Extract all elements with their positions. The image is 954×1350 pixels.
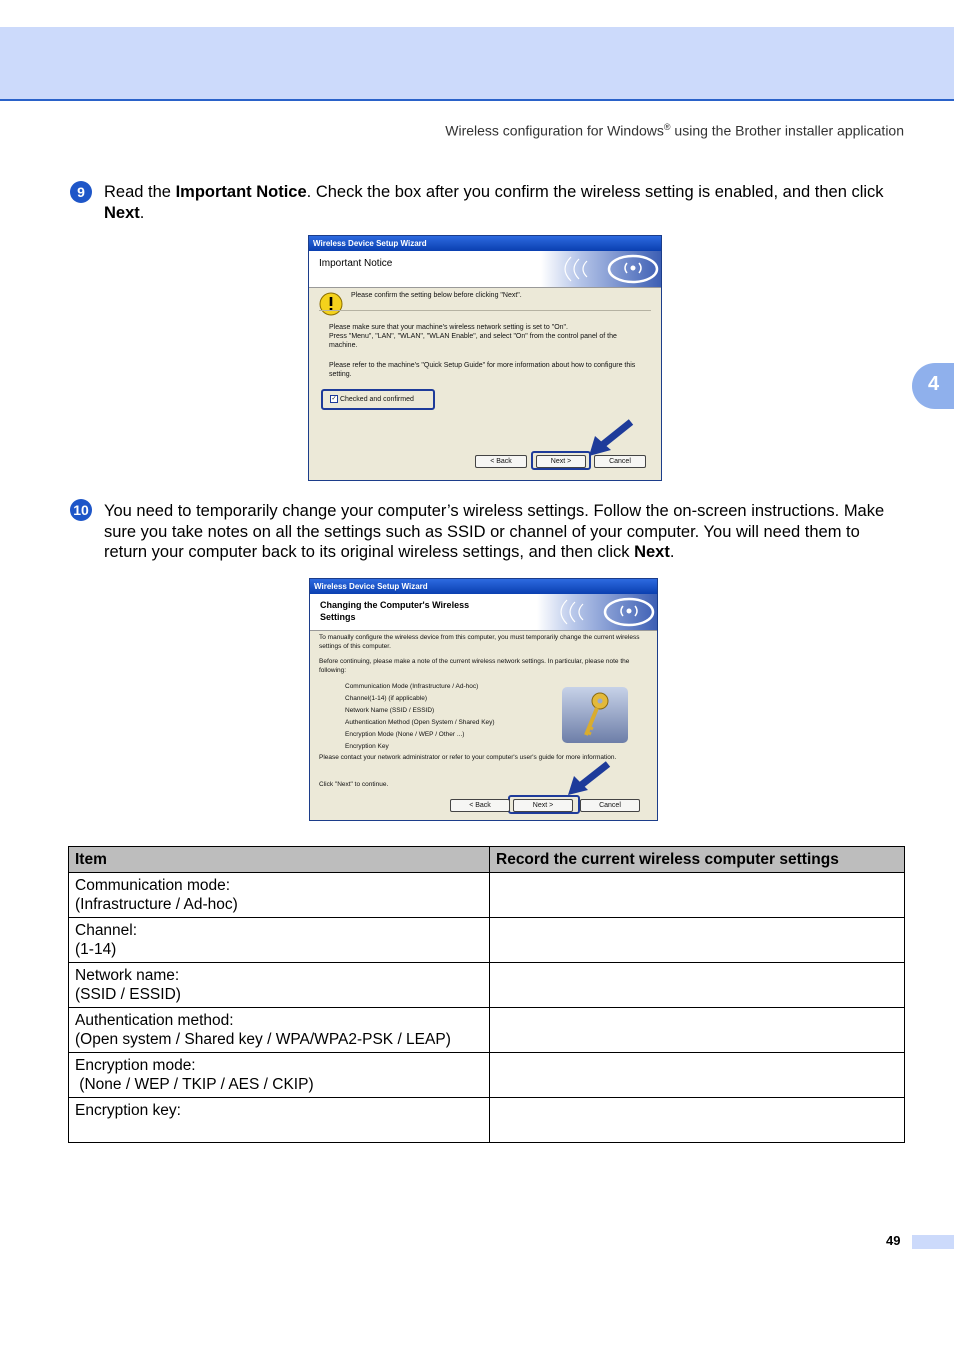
- record-cell[interactable]: [490, 1098, 905, 1143]
- list-item: Encryption Mode (None / WEP / Other ...): [345, 731, 465, 738]
- list-item: Encryption Key: [345, 743, 389, 750]
- step-number-9: 9: [70, 181, 92, 203]
- dialog-paragraph-3: Please contact your network administrator or refer to your computer's user's guide for more information.: [319, 754, 617, 761]
- table-row: [69, 1053, 905, 1098]
- page-number: 49: [886, 1233, 901, 1248]
- wireless-logo-icon: [537, 594, 657, 630]
- dialog-header-title: Changing the Computer's Wireless Settings: [320, 600, 470, 622]
- key-icon: [562, 687, 628, 743]
- table-row: [69, 918, 905, 963]
- settings-record-table: [68, 846, 905, 1143]
- record-cell[interactable]: [490, 1008, 905, 1053]
- page-number-bar: [912, 1235, 954, 1249]
- cancel-button[interactable]: Cancel: [594, 455, 646, 468]
- item-cell: Encryption key:: [69, 1098, 490, 1143]
- wireless-banner: [537, 594, 657, 630]
- table-row: [69, 873, 905, 918]
- settings-list: [345, 681, 575, 753]
- item-cell: Encryption mode: (None / WEP / TKIP / AES / CKIP): [69, 1053, 490, 1098]
- change-wireless-settings-dialog: [309, 578, 658, 821]
- dialog-header: [310, 594, 657, 631]
- chapter-tab: 4: [912, 363, 954, 409]
- record-cell[interactable]: [490, 963, 905, 1008]
- list-item: Network Name (SSID / ESSID): [345, 707, 435, 714]
- record-cell[interactable]: [490, 873, 905, 918]
- item-cell: Authentication method: (Open system / Shared key / WPA/WPA2-PSK / LEAP): [69, 1008, 490, 1053]
- dialog-paragraph-2: Before continuing, please make a note of the current wireless network settings. In particular, please note the following:: [319, 658, 630, 674]
- instruction-paragraph-1: Please make sure that your machine's wireless network setting is set to "On". Press "Menu", "LAN", "WLAN", "WLAN Enable", and select "On" from the control panel of the machine.: [329, 324, 617, 350]
- step-number-10: 10: [70, 499, 92, 521]
- item-cell: Network name: (SSID / ESSID): [69, 963, 490, 1008]
- step-10-text: You need to temporarily change your computer’s wireless settings. Follow the on-screen instructions. Make sure you take notes on all the settings such as SSID or channel of your computer. You will need them to return your computer back to its original wireless settings, and then click Next.: [104, 502, 885, 561]
- warning-icon: [319, 292, 343, 316]
- item-cell: Communication mode: (Infrastructure / Ad-hoc): [69, 873, 490, 918]
- wireless-banner: [541, 251, 661, 287]
- cancel-button[interactable]: Cancel: [580, 799, 640, 812]
- column-header-item: Item: [69, 847, 490, 873]
- dialog-paragraph-1: To manually configure the wireless device from this computer, you must temporarily change the current wireless settings of this computer.: [319, 634, 640, 650]
- record-cell[interactable]: [490, 918, 905, 963]
- step-9-text: Read the Important Notice. Check the box after you confirm the wireless setting is enabled, and then click Next.: [104, 183, 884, 222]
- dialog-paragraph-4: Click "Next" to continue.: [319, 781, 389, 788]
- divider: [319, 310, 651, 311]
- back-button[interactable]: < Back: [475, 455, 527, 468]
- warning-text: Please confirm the setting below before clicking "Next".: [351, 292, 522, 299]
- checkbox-box[interactable]: ✓: [331, 396, 337, 403]
- back-button[interactable]: < Back: [450, 799, 510, 812]
- list-item: Communication Mode (Infrastructure / Ad-hoc): [345, 683, 479, 690]
- table-header-row: [69, 847, 905, 873]
- dialog-header-title: Important Notice: [319, 258, 393, 269]
- list-item: Authentication Method (Open System / Shared Key): [345, 719, 495, 726]
- next-button[interactable]: Next >: [536, 455, 586, 468]
- arrow-icon: [587, 418, 635, 458]
- running-title: Wireless configuration for Windows® using the Brother installer application: [445, 122, 904, 139]
- item-cell: Channel: (1-14): [69, 918, 490, 963]
- table-row: [69, 963, 905, 1008]
- instruction-paragraph-2: Please refer to the machine's "Quick Setup Guide" for more information about how to configure this setting.: [329, 362, 636, 379]
- dialog-title-bar: Wireless Device Setup Wizard: [310, 579, 657, 594]
- dialog-title-bar: Wireless Device Setup Wizard: [309, 236, 661, 251]
- list-item: Channel(1-14) (if applicable): [345, 695, 428, 702]
- table-row: [69, 1098, 905, 1143]
- arrow-icon: [566, 761, 612, 797]
- top-header-band: [0, 27, 954, 101]
- checked-confirmed-checkbox[interactable]: ✓ Checked and confirmed: [331, 396, 414, 403]
- next-button[interactable]: Next >: [513, 799, 573, 812]
- column-header-record: Record the current wireless computer settings: [490, 847, 905, 873]
- record-cell[interactable]: [490, 1053, 905, 1098]
- important-notice-dialog: [308, 235, 662, 481]
- wireless-logo-icon: [541, 251, 661, 287]
- dialog-header: [309, 251, 661, 288]
- table-row: [69, 1008, 905, 1053]
